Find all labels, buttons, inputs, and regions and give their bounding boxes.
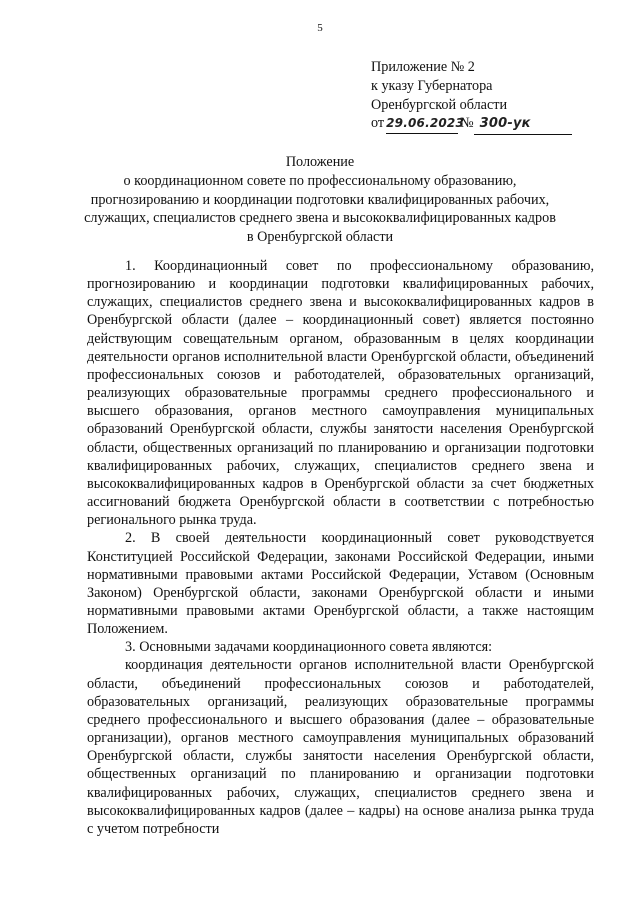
title-line: в Оренбургской области	[246, 229, 394, 246]
title-line: служащих, специалистов среднего звена и высококвалифицированных кадров	[84, 210, 556, 227]
paragraph-1: 1. Координационный совет по профессиональному образованию, прогнозированию и координации подготовки квалифицированных рабочих, служащих, специалистов среднего звена и высококвалифицированных кадров в Оренбургской области (далее – координационный совет) является постоянно действующим совещательным органом, образованным в целях координации деятельности органов исполнительной власти Оренбургской области, объединений профессиональных союзов и работодателей, образовательных организаций, реализующих образовательные программы среднего профессионального и высшего образования, органов местного самоуправления муниципальных образований Оренбургской области, службы занятости населения Оренбургской области, общественных организаций по планированию и организации подготовки квалифицированных рабочих, служащих, специалистов среднего звена и высококвалифицированных кадров в Оренбургской области за счет бюджетных ассигнований бюджета Оренбургской области в соответствии с потребностью регионального рынка труда.	[87, 258, 594, 529]
number-sign: №	[460, 115, 474, 132]
title-line: о координационном совете по профессиональному образованию,	[123, 172, 517, 189]
appendix-block	[371, 58, 572, 135]
paragraph-2: 2. В своей деятельности координационный совет руководствуется Конституцией Российской Федерации, законами Российской Федерации, иными нормативными правовыми актами Российской Федерации, Уставом (Основным Законом) Оренбургской области, законами Оренбургской области и иными нормативными правовыми актами Оренбургской области, а также настоящим Положением.	[87, 530, 594, 638]
appendix-decree-ref: к указу Губернатора	[371, 77, 493, 94]
handwritten-date: 29.06.2023	[386, 114, 458, 134]
paragraph-4: координация деятельности органов исполнительной власти Оренбургской области, объединений профессиональных союзов и работодателей, образовательных организаций, реализующих образовательные программы среднего профессионального и высшего образования (далее – образовательные организации), органов местного самоуправления муниципальных образований Оренбургской области, службы занятости населения Оренбургской области, общественных организаций по планированию и организации подготовки квалифицированных рабочих, служащих, специалистов среднего звена и высококвалифицированных кадров (далее – кадры) на основе анализа рынка труда с учетом потребности	[87, 657, 594, 837]
title-line: прогнозированию и координации подготовки квалифицированных рабочих,	[90, 191, 550, 208]
page-number: 5	[317, 22, 323, 34]
from-label: от	[371, 115, 385, 132]
handwritten-number: 300-ук	[474, 115, 572, 135]
appendix-date-line	[371, 114, 572, 135]
appendix-region: Оренбургской области	[371, 96, 508, 113]
title-heading: Положение	[285, 154, 355, 170]
document-body	[87, 257, 594, 838]
appendix-title: Приложение № 2	[371, 59, 475, 75]
paragraph-3: 3. Основными задачами координационного совета являются:	[125, 639, 493, 656]
document-title	[80, 153, 560, 247]
